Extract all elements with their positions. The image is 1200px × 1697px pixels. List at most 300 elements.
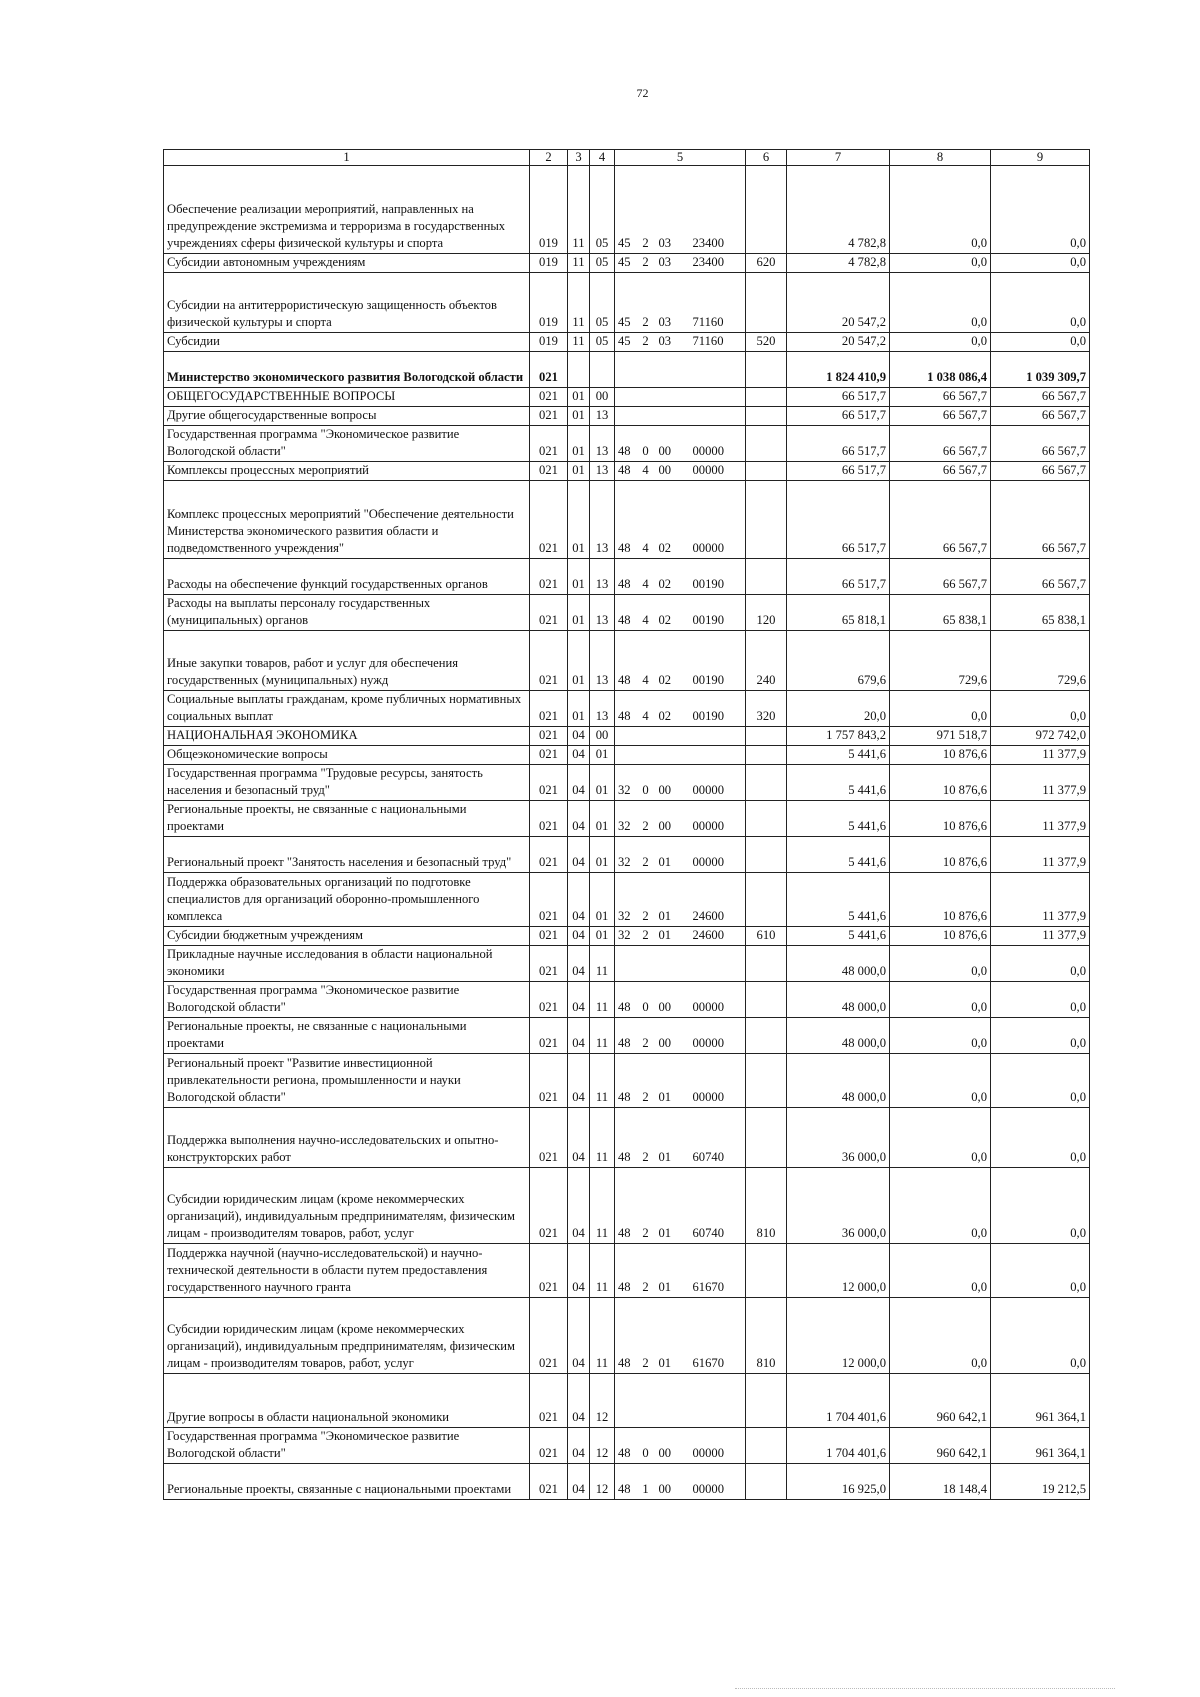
expense-type-code-cell [746, 837, 787, 873]
section-code-cell: 04 [568, 1428, 590, 1464]
amount-year2-cell: 0,0 [890, 691, 991, 727]
program-code-cell [615, 352, 636, 388]
expense-type-code-cell: 320 [746, 691, 787, 727]
program-code-cell: 45 [615, 273, 636, 333]
table-row [164, 765, 1090, 801]
section-code-cell: 11 [568, 273, 590, 333]
subsection-code-cell: 11 [590, 1054, 615, 1108]
subsection-code-cell: 11 [590, 1108, 615, 1168]
ministry-code-cell: 021 [530, 1244, 568, 1298]
table-row [164, 837, 1090, 873]
amount-year2-cell: 0,0 [890, 1054, 991, 1108]
group-code-cell: 01 [656, 1168, 690, 1244]
expense-direction-code-cell: 00000 [690, 837, 746, 873]
amount-year1-cell: 1 704 401,6 [787, 1428, 890, 1464]
row-name-cell: Поддержка выполнения научно-исследовательских и опытно-конструкторских работ [164, 1108, 530, 1168]
table-row [164, 166, 1090, 254]
direction-code-cell: 0 [636, 765, 656, 801]
section-code-cell: 01 [568, 631, 590, 691]
section-code-cell: 04 [568, 873, 590, 927]
program-code-cell: 32 [615, 837, 636, 873]
expense-direction-code-cell: 00000 [690, 1464, 746, 1500]
ministry-code-cell: 021 [530, 1428, 568, 1464]
section-code-cell: 01 [568, 388, 590, 407]
group-code-cell: 00 [656, 982, 690, 1018]
header-cell-3: 3 [568, 150, 590, 166]
amount-year3-cell: 0,0 [991, 333, 1090, 352]
amount-year3-cell: 11 377,9 [991, 927, 1090, 946]
row-name-cell: Государственная программа "Экономическое развитие Вологодской области" [164, 982, 530, 1018]
subsection-code-cell: 01 [590, 746, 615, 765]
section-code-cell: 04 [568, 1464, 590, 1500]
amount-year2-cell: 0,0 [890, 1244, 991, 1298]
program-code-cell: 48 [615, 1168, 636, 1244]
ministry-code-cell: 021 [530, 837, 568, 873]
table-row [164, 1168, 1090, 1244]
amount-year3-cell: 961 364,1 [991, 1374, 1090, 1428]
amount-year1-cell: 5 441,6 [787, 927, 890, 946]
row-name-cell: Государственная программа "Экономическое развитие Вологодской области" [164, 1428, 530, 1464]
subsection-code-cell: 12 [590, 1374, 615, 1428]
section-code-cell: 04 [568, 1374, 590, 1428]
expense-direction-code-cell [690, 1374, 746, 1428]
group-code-cell [656, 1374, 690, 1428]
amount-year2-cell: 66 567,7 [890, 559, 991, 595]
section-code-cell: 11 [568, 333, 590, 352]
expense-type-code-cell [746, 727, 787, 746]
expense-type-code-cell [746, 1244, 787, 1298]
amount-year3-cell: 66 567,7 [991, 388, 1090, 407]
amount-year3-cell: 0,0 [991, 254, 1090, 273]
amount-year1-cell: 12 000,0 [787, 1244, 890, 1298]
amount-year1-cell: 679,6 [787, 631, 890, 691]
table-row [164, 1464, 1090, 1500]
expense-direction-code-cell: 71160 [690, 273, 746, 333]
program-code-cell: 45 [615, 333, 636, 352]
amount-year3-cell: 0,0 [991, 1018, 1090, 1054]
ministry-code-cell: 021 [530, 559, 568, 595]
ministry-code-cell: 021 [530, 982, 568, 1018]
table-row [164, 946, 1090, 982]
header-cell-8: 8 [890, 150, 991, 166]
amount-year1-cell: 66 517,7 [787, 559, 890, 595]
amount-year3-cell: 65 838,1 [991, 595, 1090, 631]
amount-year3-cell: 66 567,7 [991, 462, 1090, 481]
subsection-code-cell: 11 [590, 982, 615, 1018]
ministry-code-cell: 021 [530, 481, 568, 559]
ministry-code-cell: 021 [530, 388, 568, 407]
direction-code-cell: 2 [636, 166, 656, 254]
amount-year2-cell: 66 567,7 [890, 407, 991, 426]
expense-type-code-cell [746, 1464, 787, 1500]
amount-year2-cell: 729,6 [890, 631, 991, 691]
amount-year1-cell: 66 517,7 [787, 426, 890, 462]
expense-direction-code-cell: 61670 [690, 1298, 746, 1374]
group-code-cell: 03 [656, 166, 690, 254]
direction-code-cell: 2 [636, 273, 656, 333]
expense-direction-code-cell: 61670 [690, 1244, 746, 1298]
amount-year1-cell: 65 818,1 [787, 595, 890, 631]
group-code-cell: 01 [656, 1298, 690, 1374]
row-name-cell: Расходы на выплаты персоналу государственных (муниципальных) органов [164, 595, 530, 631]
expense-type-code-cell [746, 982, 787, 1018]
amount-year2-cell: 66 567,7 [890, 388, 991, 407]
header-cell-4: 4 [590, 150, 615, 166]
subsection-code-cell: 12 [590, 1464, 615, 1500]
ministry-code-cell: 019 [530, 333, 568, 352]
group-code-cell: 00 [656, 1428, 690, 1464]
row-name-cell: НАЦИОНАЛЬНАЯ ЭКОНОМИКА [164, 727, 530, 746]
table-row [164, 927, 1090, 946]
group-code-cell: 00 [656, 1018, 690, 1054]
table-row [164, 631, 1090, 691]
group-code-cell: 02 [656, 481, 690, 559]
amount-year3-cell: 66 567,7 [991, 481, 1090, 559]
amount-year3-cell: 66 567,7 [991, 426, 1090, 462]
table-row [164, 691, 1090, 727]
group-code-cell: 00 [656, 462, 690, 481]
amount-year1-cell: 20,0 [787, 691, 890, 727]
ministry-code-cell: 021 [530, 1018, 568, 1054]
amount-year1-cell: 48 000,0 [787, 946, 890, 982]
budget-table [163, 149, 1090, 1500]
expense-type-code-cell [746, 1108, 787, 1168]
program-code-cell [615, 388, 636, 407]
amount-year3-cell: 0,0 [991, 982, 1090, 1018]
table-row [164, 388, 1090, 407]
section-code-cell: 01 [568, 407, 590, 426]
expense-direction-code-cell [690, 746, 746, 765]
subsection-code-cell: 01 [590, 765, 615, 801]
subsection-code-cell: 13 [590, 462, 615, 481]
direction-code-cell: 4 [636, 631, 656, 691]
table-row [164, 727, 1090, 746]
table-row [164, 407, 1090, 426]
amount-year1-cell: 16 925,0 [787, 1464, 890, 1500]
program-code-cell: 48 [615, 1108, 636, 1168]
row-name-cell: Субсидии юридическим лицам (кроме некоммерческих организаций), индивидуальным предпринимателям, физическим лицам - производителям товаров, работ, услуг [164, 1168, 530, 1244]
direction-code-cell: 2 [636, 1244, 656, 1298]
direction-code-cell: 4 [636, 691, 656, 727]
amount-year2-cell: 18 148,4 [890, 1464, 991, 1500]
group-code-cell: 02 [656, 631, 690, 691]
subsection-code-cell: 05 [590, 273, 615, 333]
amount-year1-cell: 5 441,6 [787, 746, 890, 765]
expense-direction-code-cell: 00000 [690, 801, 746, 837]
group-code-cell [656, 388, 690, 407]
amount-year3-cell: 0,0 [991, 1298, 1090, 1374]
group-code-cell: 02 [656, 595, 690, 631]
row-name-cell: Социальные выплаты гражданам, кроме публичных нормативных социальных выплат [164, 691, 530, 727]
table-row [164, 1108, 1090, 1168]
amount-year3-cell: 19 212,5 [991, 1464, 1090, 1500]
amount-year3-cell: 0,0 [991, 946, 1090, 982]
amount-year3-cell: 0,0 [991, 1168, 1090, 1244]
section-code-cell: 04 [568, 1168, 590, 1244]
amount-year3-cell: 0,0 [991, 1108, 1090, 1168]
expense-type-code-cell [746, 166, 787, 254]
amount-year2-cell: 0,0 [890, 273, 991, 333]
expense-type-code-cell [746, 1018, 787, 1054]
amount-year2-cell: 10 876,6 [890, 837, 991, 873]
subsection-code-cell: 13 [590, 691, 615, 727]
amount-year2-cell: 66 567,7 [890, 481, 991, 559]
expense-type-code-cell [746, 273, 787, 333]
amount-year3-cell: 66 567,7 [991, 407, 1090, 426]
subsection-code-cell: 05 [590, 254, 615, 273]
amount-year2-cell: 0,0 [890, 333, 991, 352]
row-name-cell: Комплексы процессных мероприятий [164, 462, 530, 481]
section-code-cell: 01 [568, 481, 590, 559]
program-code-cell: 48 [615, 1428, 636, 1464]
section-code-cell: 01 [568, 462, 590, 481]
subsection-code-cell: 05 [590, 333, 615, 352]
program-code-cell: 32 [615, 801, 636, 837]
amount-year1-cell: 4 782,8 [787, 166, 890, 254]
amount-year3-cell: 11 377,9 [991, 873, 1090, 927]
section-code-cell: 04 [568, 746, 590, 765]
expense-type-code-cell [746, 559, 787, 595]
expense-direction-code-cell: 24600 [690, 927, 746, 946]
subsection-code-cell: 00 [590, 388, 615, 407]
table-row [164, 426, 1090, 462]
direction-code-cell [636, 407, 656, 426]
amount-year3-cell: 961 364,1 [991, 1428, 1090, 1464]
program-code-cell: 48 [615, 691, 636, 727]
table-row [164, 462, 1090, 481]
amount-year2-cell: 0,0 [890, 1018, 991, 1054]
subsection-code-cell: 05 [590, 166, 615, 254]
amount-year3-cell: 0,0 [991, 1054, 1090, 1108]
amount-year2-cell: 0,0 [890, 1298, 991, 1374]
program-code-cell: 48 [615, 1018, 636, 1054]
ministry-code-cell: 019 [530, 166, 568, 254]
expense-type-code-cell: 810 [746, 1168, 787, 1244]
program-code-cell [615, 946, 636, 982]
program-code-cell: 48 [615, 1464, 636, 1500]
ministry-code-cell: 021 [530, 462, 568, 481]
header-cell-6: 6 [746, 150, 787, 166]
ministry-code-cell: 021 [530, 1168, 568, 1244]
group-code-cell: 01 [656, 1108, 690, 1168]
expense-type-code-cell [746, 873, 787, 927]
amount-year1-cell: 66 517,7 [787, 407, 890, 426]
row-name-cell: Государственная программа "Трудовые ресурсы, занятость населения и безопасный труд" [164, 765, 530, 801]
expense-direction-code-cell: 00000 [690, 1428, 746, 1464]
row-name-cell: Государственная программа "Экономическое развитие Вологодской области" [164, 426, 530, 462]
group-code-cell: 01 [656, 1244, 690, 1298]
ministry-code-cell: 021 [530, 691, 568, 727]
program-code-cell [615, 407, 636, 426]
expense-type-code-cell [746, 1428, 787, 1464]
row-name-cell: Общеэкономические вопросы [164, 746, 530, 765]
direction-code-cell: 1 [636, 1464, 656, 1500]
header-cell-1: 1 [164, 150, 530, 166]
ministry-code-cell: 019 [530, 254, 568, 273]
expense-direction-code-cell: 00000 [690, 765, 746, 801]
amount-year3-cell: 0,0 [991, 691, 1090, 727]
direction-code-cell [636, 352, 656, 388]
ministry-code-cell: 021 [530, 631, 568, 691]
amount-year2-cell: 0,0 [890, 982, 991, 1018]
ministry-code-cell: 021 [530, 946, 568, 982]
direction-code-cell: 4 [636, 595, 656, 631]
ministry-code-cell: 021 [530, 746, 568, 765]
group-code-cell: 00 [656, 801, 690, 837]
ministry-code-cell: 021 [530, 426, 568, 462]
program-code-cell [615, 746, 636, 765]
subsection-code-cell: 13 [590, 407, 615, 426]
direction-code-cell: 0 [636, 1428, 656, 1464]
expense-type-code-cell [746, 426, 787, 462]
group-code-cell: 01 [656, 837, 690, 873]
amount-year2-cell: 10 876,6 [890, 927, 991, 946]
expense-direction-code-cell: 00190 [690, 595, 746, 631]
direction-code-cell [636, 946, 656, 982]
expense-direction-code-cell [690, 946, 746, 982]
program-code-cell: 45 [615, 254, 636, 273]
program-code-cell: 48 [615, 559, 636, 595]
amount-year3-cell: 0,0 [991, 1244, 1090, 1298]
expense-direction-code-cell [690, 388, 746, 407]
program-code-cell: 32 [615, 765, 636, 801]
header-cell-5: 5 [615, 150, 746, 166]
section-code-cell: 04 [568, 1298, 590, 1374]
expense-direction-code-cell: 60740 [690, 1168, 746, 1244]
subsection-code-cell: 13 [590, 631, 615, 691]
ministry-code-cell: 021 [530, 407, 568, 426]
section-code-cell: 04 [568, 801, 590, 837]
group-code-cell: 03 [656, 273, 690, 333]
expense-direction-code-cell: 00190 [690, 631, 746, 691]
subsection-code-cell: 11 [590, 1298, 615, 1374]
amount-year1-cell: 36 000,0 [787, 1168, 890, 1244]
section-code-cell: 04 [568, 946, 590, 982]
row-name-cell: Региональные проекты, связанные с национальными проектами [164, 1464, 530, 1500]
row-name-cell: Обеспечение реализации мероприятий, направленных на предупреждение экстремизма и терроризма в государственных учреждениях сферы физической культуры и спорта [164, 166, 530, 254]
amount-year3-cell: 0,0 [991, 273, 1090, 333]
row-name-cell: Субсидии юридическим лицам (кроме некоммерческих организаций), индивидуальным предпринимателям, физическим лицам - производителям товаров, работ, услуг [164, 1298, 530, 1374]
expense-type-code-cell: 810 [746, 1298, 787, 1374]
expense-direction-code-cell: 00000 [690, 1018, 746, 1054]
table-row [164, 481, 1090, 559]
amount-year1-cell: 1 757 843,2 [787, 727, 890, 746]
row-name-cell: Иные закупки товаров, работ и услуг для обеспечения государственных (муниципальных) нужд [164, 631, 530, 691]
amount-year2-cell: 0,0 [890, 1168, 991, 1244]
section-code-cell: 04 [568, 837, 590, 873]
group-code-cell: 00 [656, 765, 690, 801]
amount-year2-cell: 10 876,6 [890, 873, 991, 927]
expense-type-code-cell [746, 462, 787, 481]
direction-code-cell [636, 1374, 656, 1428]
row-name-cell: Региональные проекты, не связанные с национальными проектами [164, 801, 530, 837]
amount-year2-cell: 0,0 [890, 166, 991, 254]
expense-direction-code-cell: 24600 [690, 873, 746, 927]
table-row [164, 595, 1090, 631]
direction-code-cell: 2 [636, 801, 656, 837]
amount-year1-cell: 66 517,7 [787, 388, 890, 407]
subsection-code-cell [590, 352, 615, 388]
table-row [164, 254, 1090, 273]
section-code-cell: 01 [568, 595, 590, 631]
expense-direction-code-cell: 23400 [690, 254, 746, 273]
ministry-code-cell: 021 [530, 352, 568, 388]
amount-year1-cell: 5 441,6 [787, 837, 890, 873]
program-code-cell [615, 1374, 636, 1428]
expense-direction-code-cell: 00000 [690, 982, 746, 1018]
group-code-cell: 01 [656, 873, 690, 927]
header-cell-7: 7 [787, 150, 890, 166]
program-code-cell: 48 [615, 426, 636, 462]
subsection-code-cell: 11 [590, 1168, 615, 1244]
direction-code-cell: 2 [636, 1054, 656, 1108]
program-code-cell: 45 [615, 166, 636, 254]
table-row [164, 1244, 1090, 1298]
expense-direction-code-cell: 23400 [690, 166, 746, 254]
subsection-code-cell: 13 [590, 481, 615, 559]
row-name-cell: Расходы на обеспечение функций государственных органов [164, 559, 530, 595]
group-code-cell [656, 946, 690, 982]
section-code-cell: 01 [568, 426, 590, 462]
direction-code-cell: 0 [636, 982, 656, 1018]
amount-year1-cell: 1 704 401,6 [787, 1374, 890, 1428]
subsection-code-cell: 11 [590, 946, 615, 982]
expense-type-code-cell [746, 1374, 787, 1428]
subsection-code-cell: 13 [590, 559, 615, 595]
row-name-cell: Поддержка научной (научно-исследовательской) и научно-технической деятельности в области путем предоставления государственного научного гранта [164, 1244, 530, 1298]
direction-code-cell: 2 [636, 837, 656, 873]
program-code-cell: 48 [615, 1054, 636, 1108]
expense-direction-code-cell: 71160 [690, 333, 746, 352]
expense-type-code-cell [746, 746, 787, 765]
expense-type-code-cell: 240 [746, 631, 787, 691]
row-name-cell: Другие общегосударственные вопросы [164, 407, 530, 426]
expense-type-code-cell [746, 801, 787, 837]
expense-direction-code-cell: 00000 [690, 481, 746, 559]
program-code-cell: 48 [615, 481, 636, 559]
section-code-cell: 04 [568, 727, 590, 746]
direction-code-cell: 2 [636, 1298, 656, 1374]
amount-year2-cell: 1 038 086,4 [890, 352, 991, 388]
amount-year2-cell: 10 876,6 [890, 746, 991, 765]
ministry-code-cell: 021 [530, 1464, 568, 1500]
group-code-cell: 02 [656, 559, 690, 595]
group-code-cell [656, 727, 690, 746]
amount-year2-cell: 10 876,6 [890, 765, 991, 801]
row-name-cell: Региональные проекты, не связанные с национальными проектами [164, 1018, 530, 1054]
table-row [164, 273, 1090, 333]
expense-type-code-cell [746, 765, 787, 801]
amount-year3-cell: 729,6 [991, 631, 1090, 691]
program-code-cell: 48 [615, 1298, 636, 1374]
amount-year1-cell: 5 441,6 [787, 801, 890, 837]
amount-year2-cell: 971 518,7 [890, 727, 991, 746]
group-code-cell [656, 407, 690, 426]
amount-year1-cell: 36 000,0 [787, 1108, 890, 1168]
expense-type-code-cell: 620 [746, 254, 787, 273]
amount-year1-cell: 66 517,7 [787, 481, 890, 559]
amount-year1-cell: 5 441,6 [787, 765, 890, 801]
amount-year3-cell: 972 742,0 [991, 727, 1090, 746]
amount-year2-cell: 66 567,7 [890, 462, 991, 481]
ministry-code-cell: 021 [530, 801, 568, 837]
row-name-cell: Региональный проект "Занятость населения и безопасный труд" [164, 837, 530, 873]
group-code-cell [656, 746, 690, 765]
expense-type-code-cell [746, 1054, 787, 1108]
expense-type-code-cell: 610 [746, 927, 787, 946]
ministry-code-cell: 021 [530, 873, 568, 927]
section-code-cell: 04 [568, 1108, 590, 1168]
